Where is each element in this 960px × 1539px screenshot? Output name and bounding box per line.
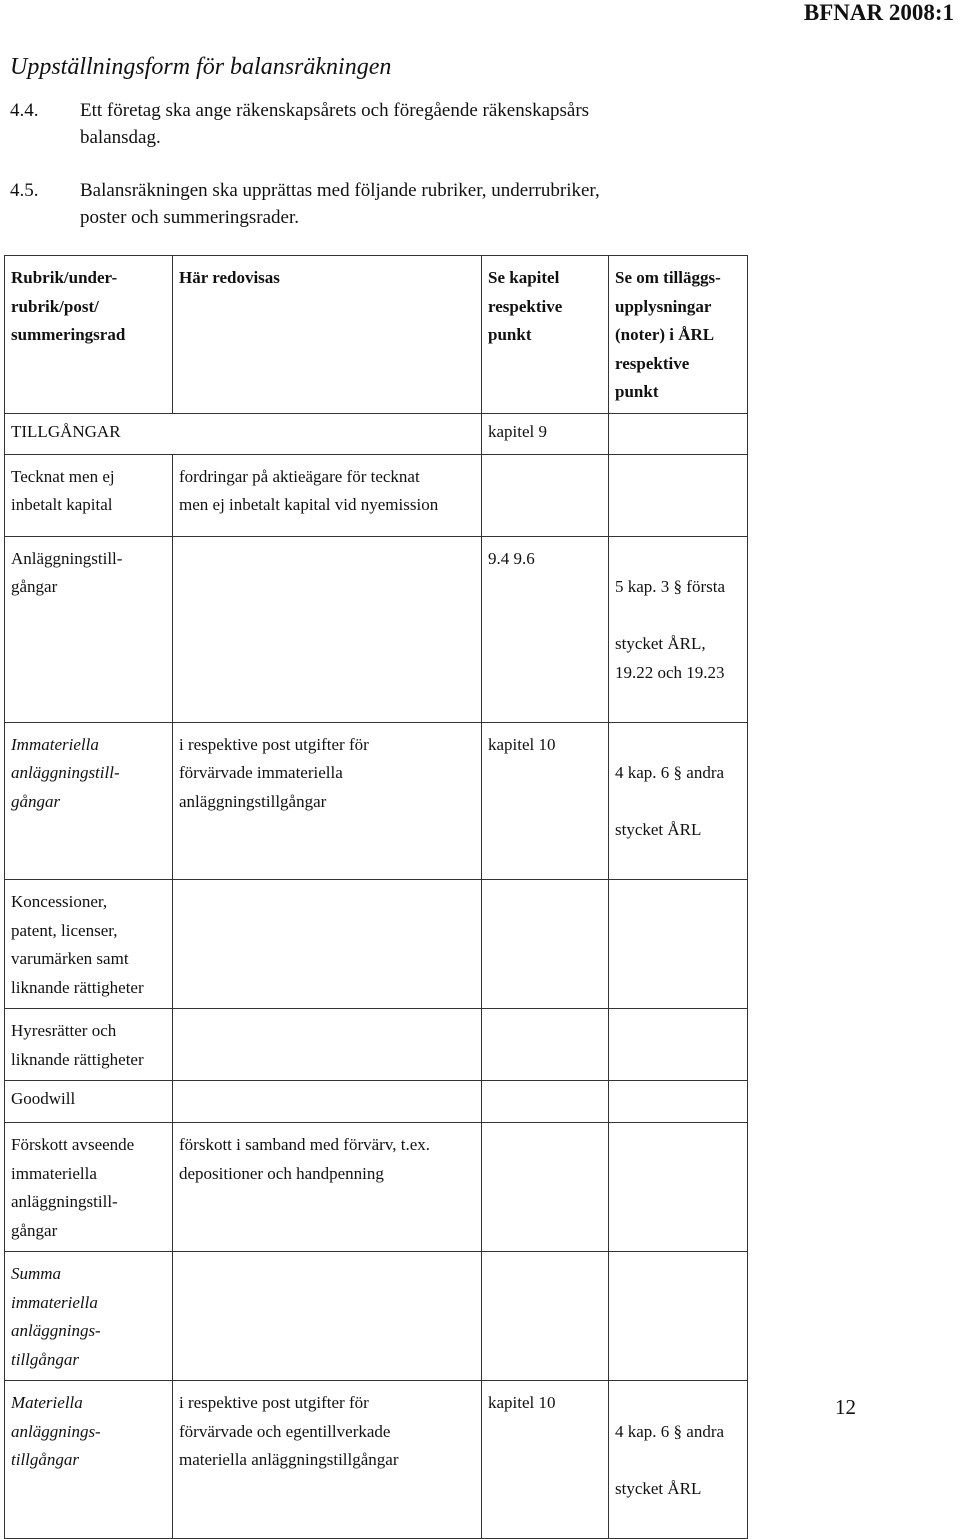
row-kapitel (482, 454, 609, 536)
row-description (173, 880, 482, 1009)
table-row (5, 413, 748, 454)
paragraph-4-5 (10, 177, 760, 237)
row-label: Anläggningstill- gångar (5, 536, 173, 722)
row-label: Förskott avseende immateriella anläggningstill- gångar (5, 1123, 173, 1252)
row-label: Hyresrätter och liknande rättigheter (5, 1009, 173, 1081)
table-header-row (5, 256, 748, 414)
row-noter (609, 1009, 748, 1081)
row-kapitel (482, 1081, 609, 1123)
row-description (173, 1252, 482, 1381)
row-label: Goodwill (5, 1081, 173, 1123)
row-noter (609, 722, 748, 880)
noter-rest: stycket ÅRL, 19.22 och 19.23 (615, 634, 725, 682)
paragraph-4-4 (10, 97, 760, 157)
header-se-kapitel: Se kapitel respektive punkt (482, 256, 609, 414)
table-row (5, 536, 748, 722)
row-label: Materiella anläggnings- tillgångar (5, 1381, 173, 1539)
noter-rest: stycket ÅRL (615, 1478, 702, 1498)
row-label: Immateriella anläggningstill- gångar (5, 722, 173, 880)
document-code: BFNAR 2008:1 (803, 0, 954, 25)
row-noter (609, 1381, 748, 1539)
row-noter (609, 454, 748, 536)
noter-rest: stycket ÅRL (615, 820, 702, 839)
table-row (5, 454, 748, 536)
row-tillgangar-kapitel: kapitel 9 (482, 413, 609, 454)
row-description: i respektive post utgifter för förvärvade och egentillverkade materiella anläggningstillgångar (173, 1381, 482, 1539)
table-row (5, 722, 748, 880)
row-description (173, 1081, 482, 1123)
paragraph-text: Ett företag ska ange räkenskapsårets och föregående räkenskapsårs balansdag. (80, 100, 590, 148)
table-row (5, 1252, 748, 1381)
table-row (5, 1381, 748, 1539)
row-description: i respektive post utgifter för förvärvade immateriella anläggningstillgångar (173, 722, 482, 880)
row-kapitel: kapitel 10 (482, 1381, 609, 1539)
row-label: Summa immateriella anläggnings- tillgångar (5, 1252, 173, 1381)
row-description (173, 536, 482, 722)
page-number: 12 (835, 1395, 856, 1419)
paragraph-number: 4.5. (10, 180, 39, 201)
table-row (5, 1123, 748, 1252)
row-label: Tecknat men ej inbetalt kapital (5, 454, 173, 536)
noter-first-line: 4 kap. 6 § andra (615, 763, 725, 782)
row-noter (609, 536, 748, 722)
paragraph-number: 4.4. (10, 100, 39, 121)
row-noter (609, 1081, 748, 1123)
row-tillgangar-label: TILLGÅNGAR (5, 413, 482, 454)
table-row (5, 1009, 748, 1081)
row-description (173, 1009, 482, 1081)
row-kapitel: 9.4 9.6 (482, 536, 609, 722)
row-kapitel: kapitel 10 (482, 722, 609, 880)
row-kapitel (482, 880, 609, 1009)
row-kapitel (482, 1009, 609, 1081)
header-har-redovisas: Här redovisas (173, 256, 482, 414)
row-label: Koncessioner, patent, licenser, varumärken samt liknande rättigheter (5, 880, 173, 1009)
row-description: fordringar på aktieägare för tecknat men ej inbetalt kapital vid nyemission (173, 454, 482, 536)
row-description: förskott i samband med förvärv, t.ex. depositioner och handpenning (173, 1123, 482, 1252)
noter-first-line: 5 kap. 3 § första (615, 577, 726, 596)
paragraph-text: Balansräkningen ska upprättas med följande rubriker, underrubriker, poster och summeringsrader. (80, 180, 600, 228)
noter-first-line: 4 kap. 6 § andra (615, 1421, 725, 1441)
row-kapitel (482, 1123, 609, 1252)
header-se-om-tillaggsupplysningar: Se om tilläggs- upplysningar (noter) i ÅRL respektive punkt (609, 256, 748, 414)
row-noter (609, 1123, 748, 1252)
section-title: Uppställningsform för balansräkningen (10, 54, 392, 80)
header-rubrik: Rubrik/under- rubrik/post/ summeringsrad (5, 256, 173, 414)
row-tillgangar-noter (609, 413, 748, 454)
row-noter (609, 880, 748, 1009)
table-row (5, 880, 748, 1009)
balance-sheet-table (4, 255, 748, 1539)
row-noter (609, 1252, 748, 1381)
table-row (5, 1081, 748, 1123)
row-kapitel (482, 1252, 609, 1381)
